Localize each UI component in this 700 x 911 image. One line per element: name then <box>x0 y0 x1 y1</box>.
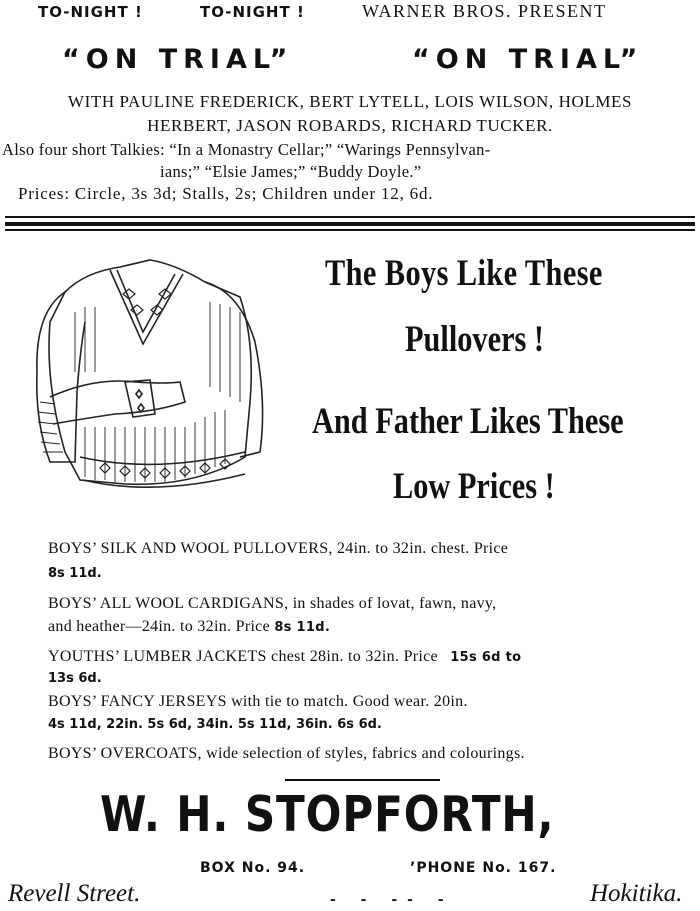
headline-line-1: The Boys Like These <box>325 253 603 294</box>
item-pullovers-price: 8s 11d. <box>48 566 102 581</box>
item-jerseys-prices: 4s 11d, 22in. 5s 6d, 34in. 5s 11d, 36in. 6s 6d. <box>48 717 382 732</box>
box-number: BOX No. 94. <box>200 860 306 876</box>
item-jackets <box>48 648 521 666</box>
headline-line-4: Low Prices ! <box>393 466 555 507</box>
town-name: Hokitika. <box>590 880 683 907</box>
divider-bottom-thin <box>5 229 695 231</box>
tonight-label-2: TO-NIGHT ! <box>200 3 305 21</box>
tonight-label-1: TO-NIGHT ! <box>38 3 143 21</box>
talkies-line-2: ians;” “Elsie James;” “Buddy Doyle.” <box>160 162 422 181</box>
street-address: Revell Street. <box>8 880 141 907</box>
pullover-illustration <box>5 252 270 514</box>
item-jackets-desc: YOUTHS’ LUMBER JACKETS chest 28in. to 32in. Price <box>48 648 438 665</box>
store-divider <box>285 779 440 781</box>
item-pullovers <box>48 540 508 558</box>
divider-top-thick <box>5 222 695 226</box>
item-cardigans-price: 8s 11d. <box>274 620 331 635</box>
presenter-text: WARNER BROS. PRESENT <box>362 1 607 21</box>
item-cardigans-desc: BOYS’ ALL WOOL CARDIGANS, in shades of lovat, fawn, navy, <box>48 595 497 612</box>
cast-line-2: HERBERT, JASON ROBARDS, RICHARD TUCKER. <box>147 116 553 135</box>
phone-number: ’PHONE No. 167. <box>410 860 557 876</box>
talkies-line-1: Also four short Talkies: “In a Monastry Cellar;” “Warings Pennsylvan- <box>2 140 491 159</box>
store-name: W. H. STOPFORTH, <box>100 786 555 843</box>
item-cardigans <box>48 618 330 636</box>
film-title-2: “ON TRIAL” <box>412 44 644 75</box>
film-title-1: “ON TRIAL” <box>62 44 294 75</box>
divider-top-thin <box>5 216 695 218</box>
item-pullovers-desc: BOYS’ SILK AND WOOL PULLOVERS, 24in. to 32in. chest. Price <box>48 540 509 557</box>
prices-line: Prices: Circle, 3s 3d; Stalls, 2s; Children under 12, 6d. <box>18 184 434 203</box>
item-jerseys-desc: BOYS’ FANCY JERSEYS with tie to match. Good wear. 20in. <box>48 693 468 710</box>
item-cardigans-desc-2: and heather—24in. to 32in. Price <box>48 618 270 635</box>
headline-line-3: And Father Likes These <box>312 401 624 442</box>
item-jackets-price-2: 13s 6d. <box>48 671 102 686</box>
item-overcoats: BOYS’ OVERCOATS, wide selection of styles, fabrics and colourings. <box>48 745 525 762</box>
item-jackets-price: 15s 6d to <box>450 650 522 665</box>
dash-leader: - - -- - <box>330 892 454 908</box>
headline-line-2: Pullovers ! <box>405 319 545 360</box>
cast-line-1: WITH PAULINE FREDERICK, BERT LYTELL, LOIS WILSON, HOLMES <box>67 92 633 111</box>
